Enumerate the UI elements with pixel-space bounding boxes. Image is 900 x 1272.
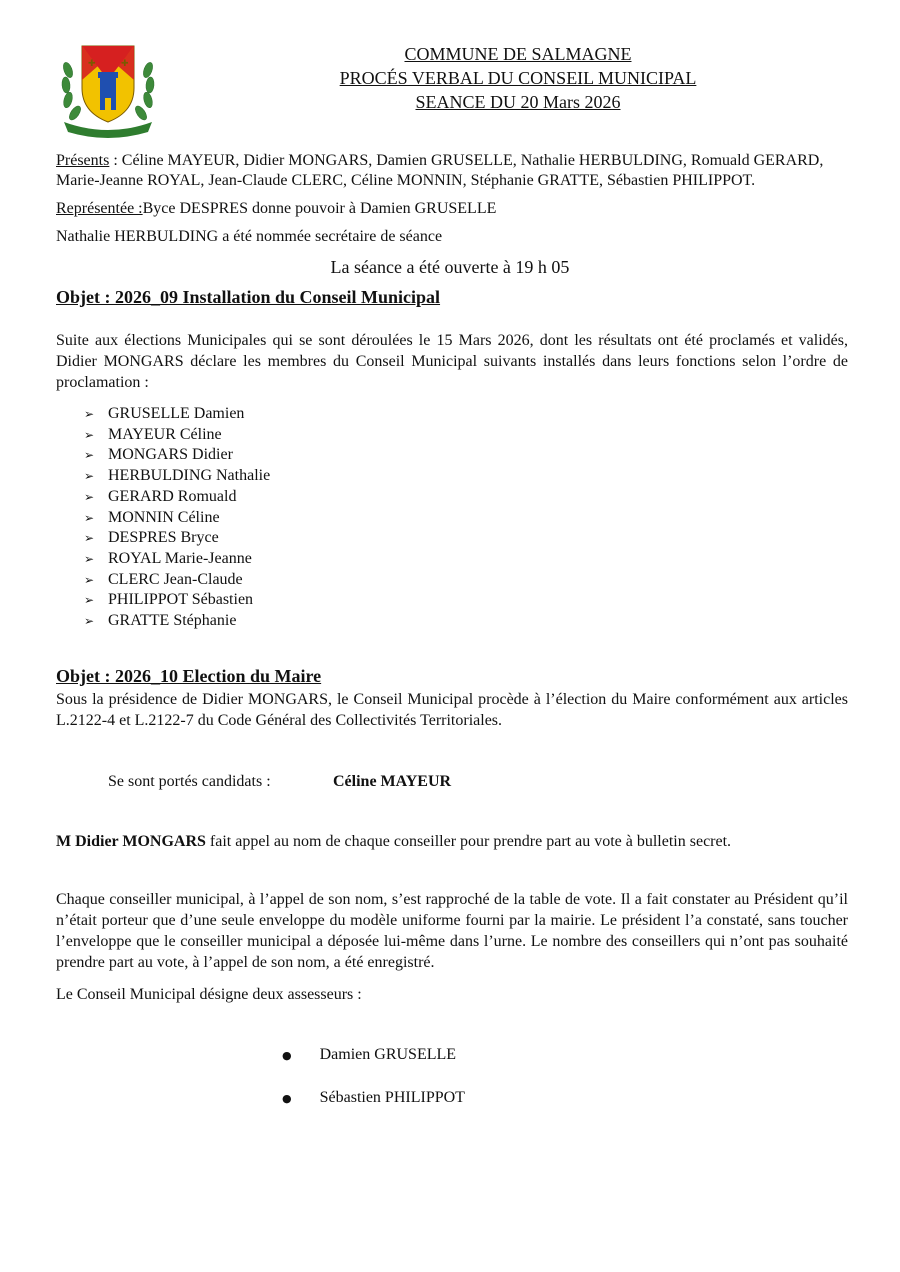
list-item: ➢ MAYEUR Céline <box>84 425 222 446</box>
list-item: ➢ ROYAL Marie-Jeanne <box>84 549 252 570</box>
roll-call-line <box>56 831 731 852</box>
present-line-2: Marie-Jeanne ROYAL, Jean-Claude CLERC, Céline MONNIN, Stéphanie GRATTE, Sébastien PHILIPPOT. <box>56 172 756 189</box>
arrow-bullet-icon: ➢ <box>84 427 95 442</box>
list-item: ➢ GRUSELLE Damien <box>84 404 244 425</box>
voting-procedure: Chaque conseiller municipal, à l’appel de son nom, s’est rapproché de la table de vote. Il a fait constater au Président qu’il n’était porteur que d’une seule enveloppe du modèle uniforme fourni par la mairie. Le président l’a constaté, sans toucher l’enveloppe que le conseiller municipal a déposée lui-même dans l’urne. Le nombre des conseillers qui n’ont pas souhaité prendre part au vote, à l’appel de son nom, a été enregistré. <box>56 891 848 971</box>
assessors-intro: Le Conseil Municipal désigne deux assesseurs : <box>56 986 362 1003</box>
arrow-bullet-icon: ➢ <box>84 469 95 484</box>
session-date: SEANCE DU 20 Mars 2026 <box>415 92 621 112</box>
commune-name: COMMUNE DE SALMAGNE <box>404 44 632 64</box>
present-names-1: : Céline MAYEUR, Didier MONGARS, Damien GRUSELLE, Nathalie HERBULDING, Romuald GERARD, <box>109 152 824 169</box>
document-title: PROCÉS VERBAL DU CONSEIL MUNICIPAL <box>339 68 697 88</box>
arrow-bullet-icon: ➢ <box>84 593 95 608</box>
arrow-bullet-icon: ➢ <box>84 489 95 504</box>
arrow-bullet-icon: ➢ <box>84 572 95 587</box>
arrow-bullet-icon: ➢ <box>84 531 95 546</box>
bullet-icon: ● <box>282 1092 292 1105</box>
secretary-line: Nathalie HERBULDING a été nommée secrétaire de séance <box>56 228 443 245</box>
candidates-label: Se sont portés candidats : <box>108 773 271 790</box>
list-item: ➢ HERBULDING Nathalie <box>84 466 270 487</box>
list-item: ➢ GERARD Romuald <box>84 487 236 508</box>
list-item: ● Sébastien PHILIPPOT <box>282 1089 465 1106</box>
arrow-bullet-icon: ➢ <box>84 614 95 628</box>
svg-text:✚: ✚ <box>88 59 96 69</box>
crest-ribbon-text: SALMAGNE <box>89 123 127 130</box>
candidate-name: Céline MAYEUR <box>333 773 452 790</box>
list-item: ➢ DESPRES Bryce <box>84 528 219 549</box>
opening-time: La séance a été ouverte à 19 h 05 <box>330 257 570 277</box>
section-1-intro: Suite aux élections Municipales qui se sont déroulées le 15 Mars 2026, dont les résultats ont été proclamés et validés, Didier MONGARS déclare les membres du Conseil Municipal suivants installés dans leurs fonctions selon l’ordre de proclamation : <box>56 332 848 391</box>
represented-line <box>56 198 496 219</box>
svg-text:✚: ✚ <box>121 59 129 69</box>
arrow-bullet-icon: ➢ <box>84 551 95 566</box>
list-item: ➢ GRATTE Stéphanie <box>84 611 236 632</box>
represented-text: Byce DESPRES donne pouvoir à Damien GRUSELLE <box>142 200 497 217</box>
represented-label: Représentée : <box>56 200 143 217</box>
list-item: ➢ PHILIPPOT Sébastien <box>84 590 253 611</box>
section-2-intro: Sous la présidence de Didier MONGARS, le Conseil Municipal procède à l’élection du Maire conformément aux articles L.2122-4 et L.2122-7 du Code Général des Collectivités Territoriales. <box>56 691 848 729</box>
arrow-bullet-icon: ➢ <box>84 407 95 421</box>
list-item: ● Damien GRUSELLE <box>282 1046 457 1063</box>
bullet-icon: ● <box>282 1049 292 1062</box>
present-label: Présents <box>56 152 110 169</box>
list-item: ➢ MONGARS Didier <box>84 445 233 466</box>
roll-call-text: fait appel au nom de chaque conseiller pour prendre part au vote à bulletin secret. <box>205 833 732 850</box>
list-item: ➢ CLERC Jean-Claude <box>84 570 243 591</box>
arrow-bullet-icon: ➢ <box>84 448 95 463</box>
municipal-crest <box>58 40 158 138</box>
section-1-title: Objet : 2026_09 Installation du Conseil Municipal <box>56 287 441 307</box>
arrow-bullet-icon: ➢ <box>84 510 95 525</box>
present-line-1 <box>56 150 823 171</box>
list-item: ➢ MONNIN Céline <box>84 508 220 529</box>
section-2-title: Objet : 2026_10 Election du Maire <box>56 666 322 686</box>
roll-call-name: M Didier MONGARS <box>56 833 206 850</box>
